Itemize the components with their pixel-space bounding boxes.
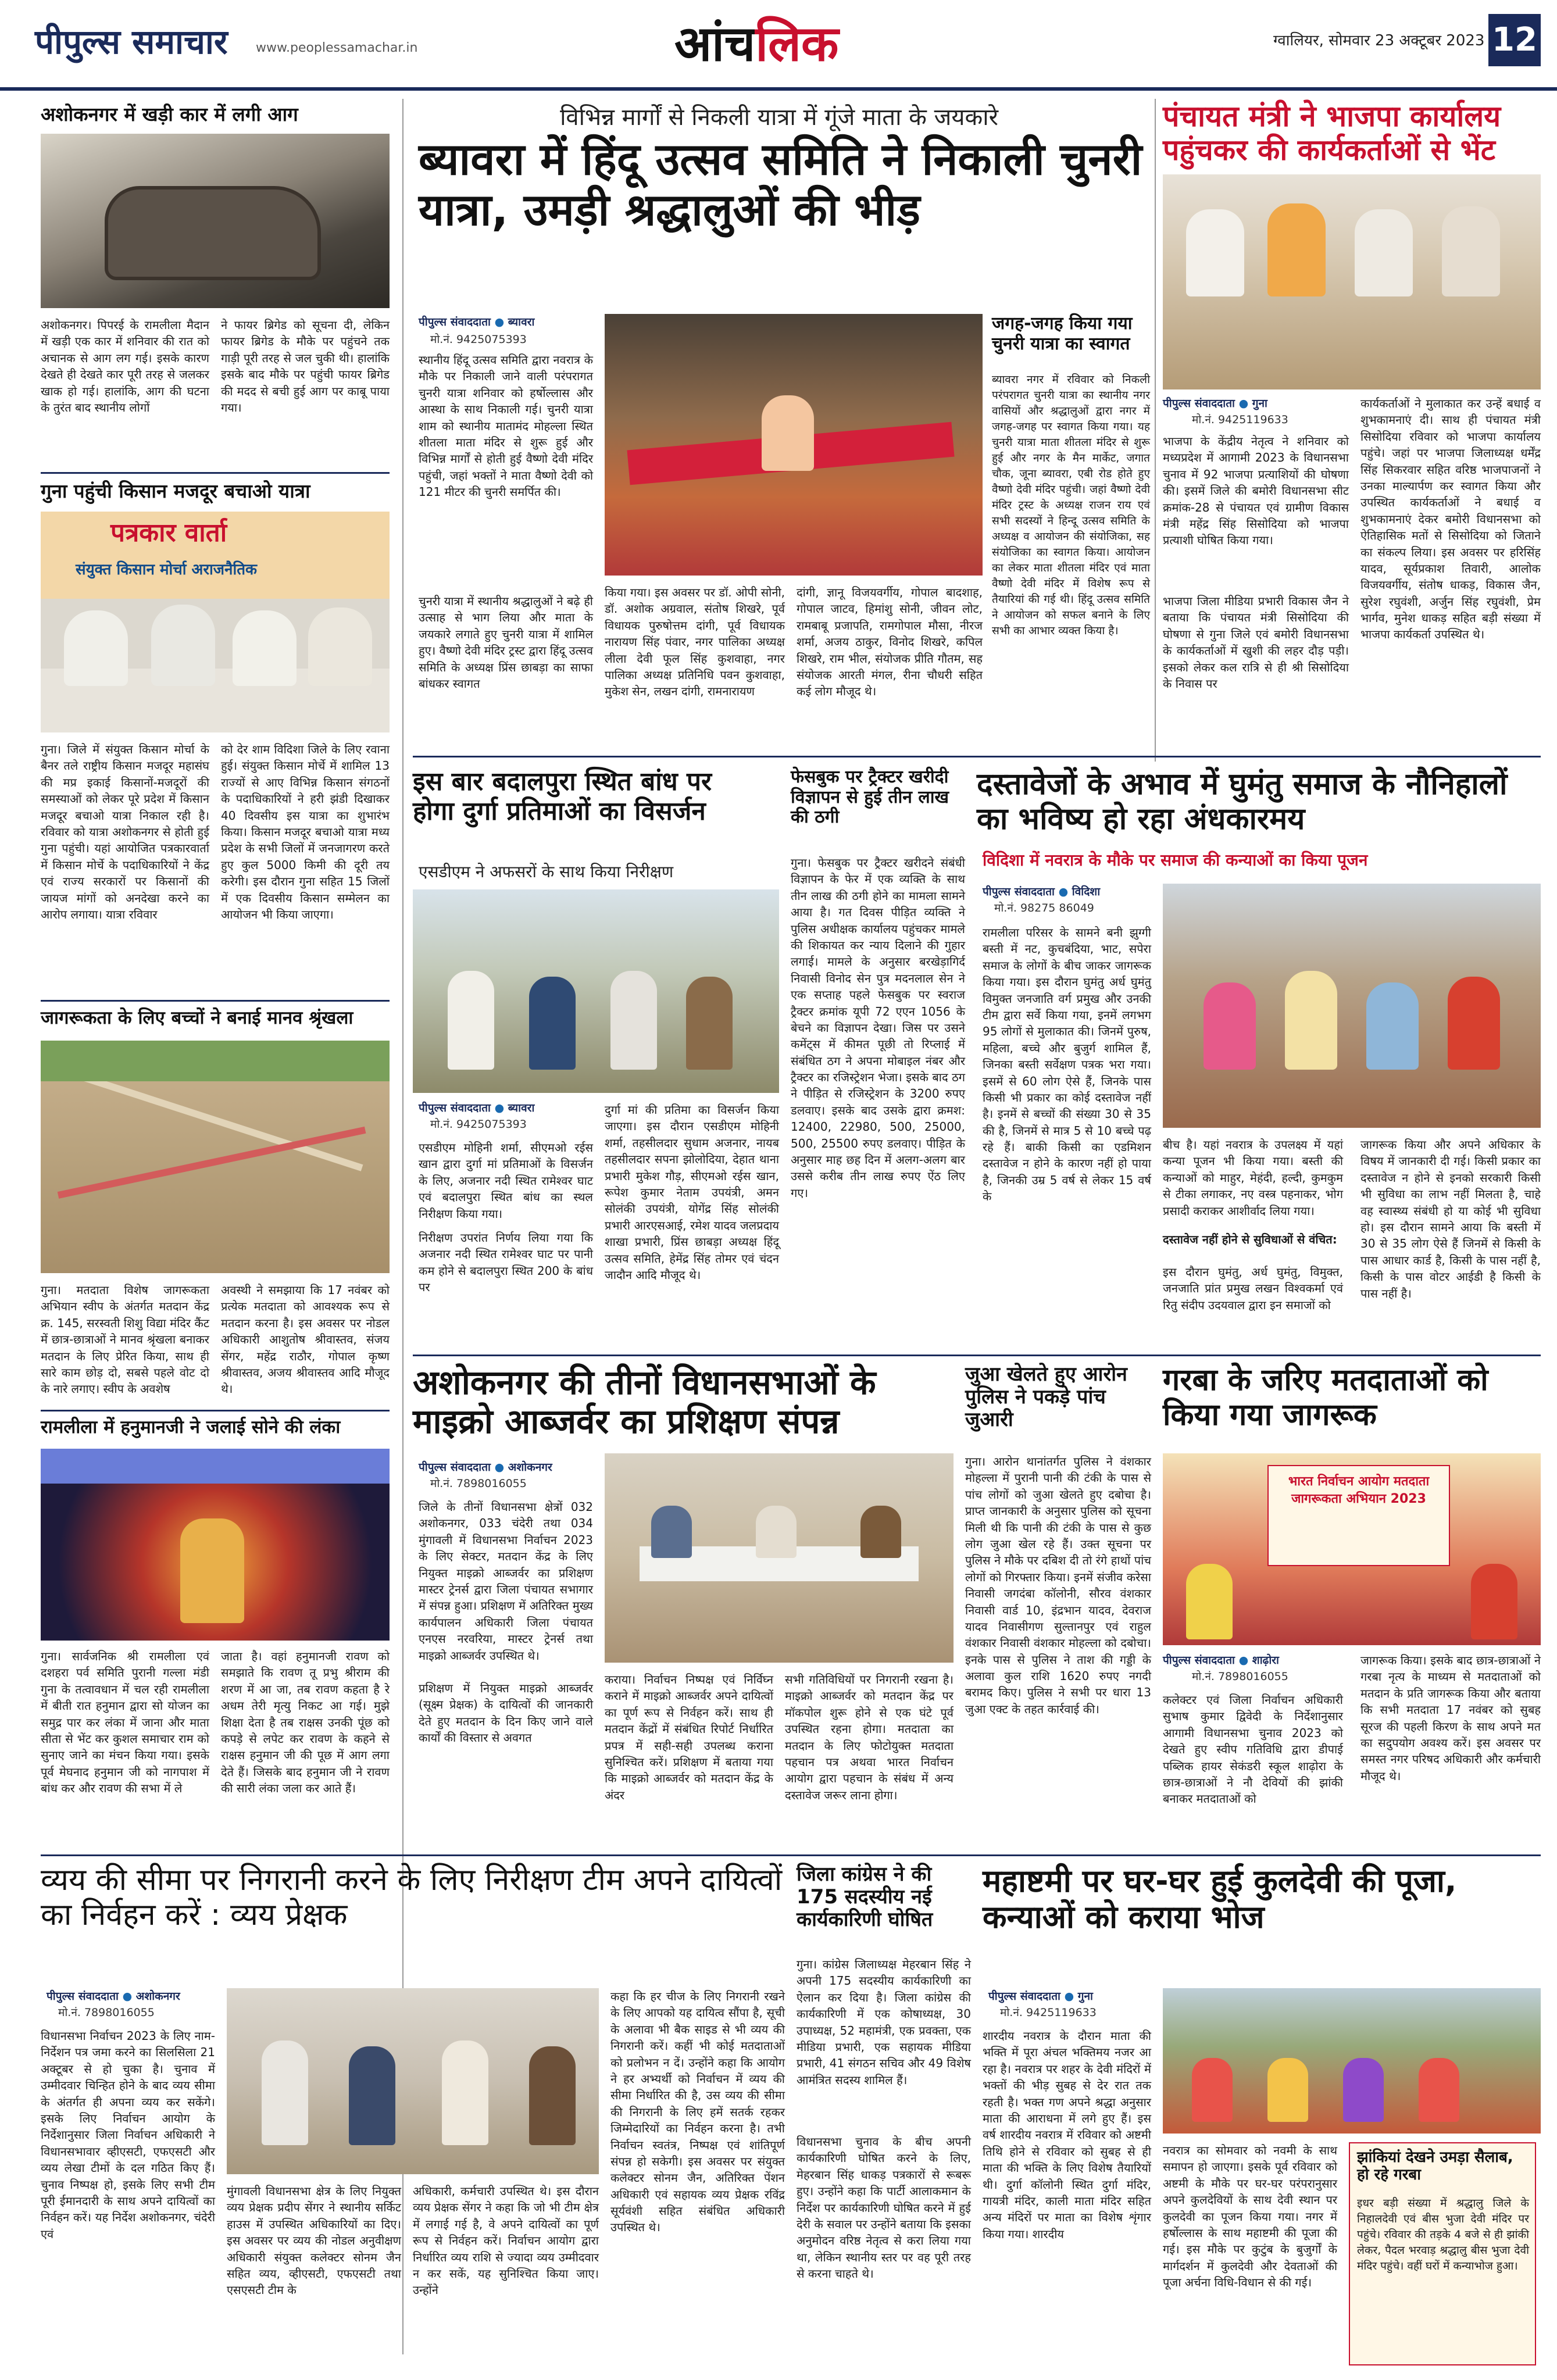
article-text: शारदीय नवरात्र के दौरान माता की भक्ति में पूरा अंचल भक्तिमय नजर आ रहा है। नवरात्र पर शहर के देवी मंदिरों में भक्तों की भीड़ सुबह से देर रात तक रहती है। भक्त गण अपने श्रद्धा अनुसार माता की आराधना में लगे हुए हैं। इस वर्ष शारदीय नवरात्र में रविवार को अष्टमी तिथि होने से रविवार को सुबह से ही माता की भक्ति के लिए विशेष तैयारियों थी। दुर्गा कॉलोनी स्थित दुर्गा मंदिर, गायत्री मंदिर, काली माता मंदिर सहित अन्य मंदिरों पर माता का विशेष शृंगार किया गया। शारदीय xyxy=(983,2029,1151,2241)
headline: फेसबुक पर ट्रैक्टर खरीदी विज्ञापन से हुई तीन लाख की ठगी xyxy=(791,767,949,827)
mobile-number: मो.नं. 7898016055 xyxy=(1192,1670,1288,1683)
article-text: को देर शाम विदिशा जिले के लिए रवाना हुई। संयुक्त किसान मोर्चे में शामिल 13 राज्यों से आए विभिन्न किसान संगठनों के पदाधिकारियों ने हरी झंडी दिखाकर 40 दिवसीय इस यात्रा का शुभारंभ किया। किसान मजदूर बचाओ यात्रा मध्य प्रदेश के सभी जिलों में जनजागरण करते हुए कुल 5000 किमी की दूरी तय करेगी। इस दौरान गुना सहित 15 जिलों में एक दिवसीय किसान सम्मेलन का आयोजन भी किया जाएगा। xyxy=(221,742,390,921)
article-text: भाजपा जिला मीडिया प्रभारी विकास जैन ने बताया कि पंचायत मंत्री सिसोदिया की घोषणा से गुना जिले एवं बमोरी विधानसभा के कार्यकर्ताओं में खुशी की लहर दौड़ पड़ी। इसको लेकर कल रात्रि से ही श्री सिसोदिया के निवास पर xyxy=(1163,594,1349,691)
bullet-icon: ● xyxy=(1238,397,1249,410)
dancer xyxy=(1186,1564,1233,1639)
headline: दस्तावेजों के अभाव में घुमंतु समाज के नौनिहालों का भविष्य हो रहा अंधकारमय xyxy=(977,767,1508,837)
byline-place: गुना xyxy=(1252,397,1267,410)
section-divider xyxy=(413,756,1541,757)
mobile-number: मो.नं. 9425075393 xyxy=(430,1118,527,1131)
bullet-icon: ● xyxy=(1058,885,1069,898)
headline: रामलीला में हनुमानजी ने जलाई सोने की लंका xyxy=(41,1417,341,1438)
article-text: निरीक्षण उपरांत निर्णय लिया गया कि अजनार नदी स्थित रामेश्वर घाट पर पानी कम होने से बदालपुरा स्थित 200 के बांध पर xyxy=(419,1231,593,1295)
article-text: ने फायर ब्रिगेड को सूचना दी, लेकिन फायर ब्रिगेड के मौके पर पहुंचने तक गाड़ी पूरी तरह से जल चुकी थी। हालांकि इसके बाद मौके पर पहुंची फायर ब्रिगेड की मदद से बची हुई आग पर काबू पाया गया। xyxy=(221,318,390,414)
byline xyxy=(988,1988,1093,2003)
section-divider xyxy=(413,1355,1541,1356)
article-text: गुना। सार्वजनिक श्री रामलीला एवं दशहरा पर्व समिति पुरानी गल्ला मंडी गुना के तत्वावधान में चल रही रामलीला में बीती रात हनुमान द्वारा सो योजन का समुद्र पार कर लंका में जाना और माता सीता से भेंट कर कुशल समाचार राम को सुनाए जाने का मंचन किया गया। इसके पूर्व मेघनाद हनुमान जी को नागपाश में बांध कर और रावण की सभा में ले xyxy=(41,1649,209,1796)
article-text: कहा कि हर चीज के लिए निगरानी रखने के लिए आपको यह दायित्व सौंपा है, सूची के अलावा भी बैक साइड से भी व्यय की निगरानी करें। कहीं भी कोई मतदाताओं को प्रलोभन न दें। उन्होंने कहा कि आयोग ने हर अभ्यर्थी को निर्वाचन में व्यय की सीमा निर्धारित की है, उस व्यय की सीमा की निगरानी के लिए हमें सतर्क रहकर जिम्मेदारियों का निर्वहन करना है। तभी निर्वाचन स्वतंत्र, निष्पक्ष एवं शांतिपूर्ण संपन्न हो सकेगी। इस अवसर पर संयुक्त कलेक्टर सोनम जैन, अतिरिक्त पेंशन अधिकारी एवं सहायक व्यय प्रेक्षक रविंद्र सूर्यवंशी सहित संबंधित अधिकारी उपस्थित थे। xyxy=(610,1989,785,2235)
article-text: विधानसभा निर्वाचन 2023 के लिए नाम-निर्देशन पत्र जमा करने का सिलसिला 21 अक्टूबर से हो चुका है। चुनाव में उम्मीदवार चिन्हित होने के बाद व्यय सीमा के अंतर्गत ही अपना व्यय कर सकेंगे। इसके लिए निर्वाचन आयोग के निर्देशानुसार जिला निर्वाचन अधिकारी ने विधानसभावार व्हीएसटी, एफएसटी और व्यय लेखा टीमों के दल गठित किए हैं। चुनाव निष्पक्ष हो, इसके लिए सभी टीम पूरी ईमानदारी के साथ अपने दायित्वों का निर्वहन करें। यह निर्देश अशोकनगर, चंदेरी एवं xyxy=(41,2029,215,2241)
byline xyxy=(47,1988,180,2003)
article-text: रामलीला परिसर के सामने बनी झुग्गी बस्ती में नट, कुचबंदिया, भाट, सपेरा समाज के लोगों के बीच जाकर जागरूक किया गया। इस दौरान घुमंतु अर्ध घुमंतु विमुक्त जनजाति वर्ग प्रमुख और उनकी टीम द्वारा सर्वे किया गया, इनमें लगभग 95 लोगों से मुलाकात की। जिनमें पुरुष, महिला, बच्चे और बुजुर्ग शामिल हैं, जिनका बस्ती सर्वेक्षण पत्रक भरा गया। इसमें से 60 लोग ऐसे हैं, जिनके पास किसी भी प्रकार का कोई दस्तावेज नहीं है। इनमें से बच्चों की संख्या 30 से 35 की है, जिनमें से मात्र 5 से 10 बच्चे पढ़ रहे हैं। बाकी किसी का एडमिशन दस्तावेज न होने के कारण नहीं हो पाया है, जिनकी उम्र 5 वर्ष से लेकर 15 वर्ष के xyxy=(983,925,1151,1204)
person xyxy=(151,605,215,686)
child xyxy=(1204,982,1256,1070)
girl xyxy=(1419,2058,1459,2122)
bullet-icon: ● xyxy=(494,1461,505,1474)
bullet-icon: ● xyxy=(494,316,505,328)
banner-subtext: संयुक्त किसान मोर्चा अराजनैतिक xyxy=(76,561,258,578)
article-text: भाजपा के केंद्रीय नेतृत्व ने शनिवार को मध्यप्रदेश में आगामी 2023 के विधानसभा चुनाव में 92 भाजपा प्रत्याशियों की घोषणा की। इसमें जिले की बमोरी विधानसभा सीट क्रमांक-28 से पंचायत एवं ग्रामीण विकास मंत्री महेंद्र सिंह सिसोदिया को भाजपा प्रत्याशी घोषित किया गया। xyxy=(1163,434,1349,548)
byline-author: पीपुल्स संवाददाता xyxy=(1163,397,1235,410)
person xyxy=(233,610,297,686)
byline-place: अशोकनगर xyxy=(135,1990,180,2003)
ramleela-stage-photo xyxy=(41,1449,390,1641)
article-text: जागरूक किया। इसके बाद छात्र-छात्राओं ने गरबा नृत्य के माध्यम से मतदाताओं को मतदान के प्रति जागरूक किया और बताया कि सभी मतदाता 17 नवंबर को सुबह सूरज की पहली किरण के साथ अपने मत का सदुपयोग अवश्य करें। इस अवसर पर समस्त नगर परिषद अधिकारी और कर्मचारी मौजूद थे। xyxy=(1360,1653,1541,1783)
section-name-part-b: लिक xyxy=(755,15,839,72)
person xyxy=(262,2040,308,2145)
column-divider xyxy=(1155,99,1156,762)
article-text: कार्यकर्ताओं ने मुलाकात कर उन्हें बधाई व शुभकामनाएं दी। साथ ही पंचायत मंत्री सिसोदिया रविवार को भाजपा कार्यालय पहुंचे। जहां पर भाजपा जिलाध्यक्ष धर्मेंद्र सिंह सिकरवार सहित वरिष्ठ भाजपाजनों ने उनका माल्यार्पण कर स्वागत किया और उपस्थित कार्यकर्ताओं ने बधाई व शुभकामनाएं देकर बमोरी विधानसभा को ऐतिहासिक मतों से सिसोदिया को जिताने का संकल्प लिया। इस अवसर पर हरिसिंह यादव, सूर्यप्रकाश तिवारी, आलोक विजयवर्गीय, संतोष धाकड़, विकास जैन, सुरेश रघुवंशी, अर्जुन सिंह रघुवंशी, प्रेम भार्गव, मुनेश धाकड़ सहित बड़ी संख्या में भाजपा कार्यकर्ता उपस्थित थे। xyxy=(1360,396,1541,642)
election-banner: भारत निर्वाचन आयोग मतदाता जागरूकता अभियान 2023 xyxy=(1267,1465,1450,1566)
mobile-number: मो.नं. 7898016055 xyxy=(430,1477,527,1490)
newspaper-logo: पीपुल्स समाचार xyxy=(35,22,228,62)
headline: गुना पहुंची किसान मजदूर बचाओ यात्रा xyxy=(41,480,310,502)
byline xyxy=(419,314,534,329)
headline: इस बार बदालपुरा स्थित बांध पर होगा दुर्गा प्रतिमाओं का विसर्जन xyxy=(413,767,712,826)
byline-author: पीपुल्स संवाददाता xyxy=(988,1990,1060,2003)
person xyxy=(1267,203,1326,296)
mobile-number: मो.नं. 9425119633 xyxy=(1192,413,1288,426)
section-name-part-a: आंच xyxy=(674,15,756,72)
article-text: गुना। मतदाता विशेष जागरूकता अभियान स्वीप के अंतर्गत मतदान केंद्र क्र. 145, सरस्वती शिशु विद्या मंदिर कैंट में छात्र-छात्राओं ने मानव श्रृंखला बनाकर मतदान के लिए प्रेरित किया, साथ ही सारे काम छोड़ दो, सबसे पहले वोट दो के नारे लगाए। स्वीप के अवशेष xyxy=(41,1283,209,1396)
byline-author: पीपुल्स संवाददाता xyxy=(419,1461,491,1474)
article-text: विधानसभा चुनाव के बीच अपनी कार्यकारिणी घोषित करने के लिए, मेहरबान सिंह धाकड़ पत्रकारों से रूबरू हुए। उन्होंने कहा कि पार्टी आलाकमान के निर्देश पर कार्यकारिणी घोषित करने में हुई देरी के सवाल पर उन्होंने बताया कि इसका अनुमोदन वरिष्ठ नेतृत्व से करा लिया गया था, लेकिन स्थानीय स्तर पर वह पूरी तरह से करना चाहते थे। xyxy=(797,2135,971,2281)
article-text: गुना। जिले में संयुक्त किसान मोर्चा के बैनर तले राष्ट्रीय किसान मजदूर महासंघ की मप्र इकाई किसानों-मजदूरों की समस्याओं को लेकर पूरे प्रदेश में किसान मजदूर बचाओ यात्रा निकाल रही है। रविवार को यात्रा अशोकनगर से होती हुई गुना पहुंची। यहां आयोजित पत्रकारवार्ता में किसान मोर्चे के पदाधिकारियों ने केंद्र एवं राज्य सरकारों पर किसानों की जायज मांगों को अनदेखा करने का आरोप लगाया। यात्रा रविवार xyxy=(41,742,209,921)
article-text: इस दौरान घुमंतु, अर्ध घुमंतु, विमुक्त, जनजाति प्रांत प्रमुख लखन विश्वकर्मा एवं रितु संदीप उदयवाल द्वारा इन समाजों को xyxy=(1163,1265,1343,1312)
headline: गरबा के जरिए मतदाताओं को किया गया जागरूक xyxy=(1163,1363,1488,1432)
headline: अशोकनगर में खड़ी कार में लगी आग xyxy=(41,103,298,126)
article-text: कराया। निर्वाचन निष्पक्ष एवं निर्विघ्न कराने में माइक्रो आब्जर्वर अपने दायित्वों का पूर्ण रूप से निर्वहन करें। साथ ही मतदान केंद्रों में संबंधित रिपोर्ट निर्धारित प्रपत्र में सही-सही उपलब्ध कराना सुनिश्चित करें। प्रशिक्षण में बताया गया कि माइक्रो आब्जर्वर को मतदान केंद्र के अंदर xyxy=(605,1673,773,1802)
person xyxy=(308,607,372,686)
section-name xyxy=(674,8,838,75)
article-text: स्थानीय हिंदू उत्सव समिति द्वारा नवरात्र के मौके पर निकाली जाने वाली परंपरागत चुनरी यात्रा शनिवार को हर्षोल्लास और आस्था के साथ निकाली गई। चुनरी यात्रा शाम को स्थानीय मातामंद मोहल्ला स्थित शीतला माता मंदिर से शुरू हुई और विभिन्न मार्गों से होती हुई वैष्णो देवी मंदिर पहुंची, जहां भक्तों ने माता वैष्णो देवी को 121 मीटर की चुनरी समर्पित की। xyxy=(419,353,593,499)
byline-place: ब्यावरा xyxy=(508,316,535,328)
kicker: विभिन्न मार्गों से निकली यात्रा में गूंजे माता के जयकारे xyxy=(560,104,998,131)
child xyxy=(1448,977,1500,1070)
page-number: 12 xyxy=(1488,14,1541,66)
chunari-yatra-photo xyxy=(605,314,983,576)
foliage xyxy=(41,1041,390,1081)
section-divider xyxy=(41,1000,390,1002)
byline-place: अशोकनगर xyxy=(508,1461,552,1474)
article-text: सभी गतिविधियों पर निगरानी रखना है। माइक्रो आब्जर्वर को मतदान केंद्र पर मॉकपोल शुरू होने से एक घंटे पूर्व उपस्थित रहना होगा। मतदाता का मतदान के लिए फोटोयुक्त मतदाता पहचान पत्र अथवा भारत निर्वाचन आयोग द्वारा पहचान के संबंध में अन्य दस्तावेज जरूर लाना होगा। xyxy=(785,1673,954,1802)
headline: अशोकनगर की तीनों विधानसभाओं के माइक्रो आब्जर्वर का प्रशिक्षण संपन्न xyxy=(413,1363,876,1441)
byline xyxy=(983,884,1100,899)
byline-author: पीपुल्स संवाददाता xyxy=(419,1102,491,1114)
stage-lights xyxy=(41,1449,390,1484)
section-divider xyxy=(41,1854,1541,1856)
inspection-photo xyxy=(413,889,779,1093)
mobile-number: मो.नं. 98275 86049 xyxy=(994,902,1094,914)
person xyxy=(529,977,576,1070)
masthead xyxy=(0,0,1557,91)
girl xyxy=(1192,2058,1233,2122)
person xyxy=(1186,209,1244,296)
headline: जुआ खेलते हुए आरोन पुलिस ने पकड़े पांच जुआरी xyxy=(965,1363,1127,1432)
sidebar-text: इधर बड़ी संख्या में श्रद्धालु जिले के निहालदेवी एवं बीस भुजा देवी मंदिर पर पहुंचे। रविवार की तड़के 4 बजे से ही झांकी लेकर, पैदल भरवाड़ श्रद्धालु बीस भुजा देवी मंदिर पहुंचे। वहीं घरों में कन्याभोज हुआ। xyxy=(1357,2197,1529,2272)
article-text: अवस्थी ने समझाया कि 17 नवंबर को प्रत्येक मतदाता को आवश्यक रूप से मतदान करना है। इस अवसर पर नोडल अधिकारी आशुतोष श्रीवास्तव, संजय सेंगर, महेंद्र राठौर, गोपाल कृष्ण श्रीवास्तव, अजय श्रीवास्तव आदि मौजूद थे। xyxy=(221,1283,390,1396)
bullet-icon: ● xyxy=(1238,1654,1249,1667)
devotee xyxy=(762,395,814,471)
article-text: अधिकारी, कर्मचारी उपस्थित थे। इस दौरान व्यय प्रेक्षक सेंगर ने कहा कि जो भी टीम क्षेत्र में लगाई गई है, वे अपने दायित्वों का पूर्ण रूप से निर्वहन करें। निर्वाचन आयोग द्वारा निर्धारित व्यय राशि से ज्यादा व्यय उम्मीदवार न कर सकें, यह सुनिश्चित किया जाए। उन्होंने xyxy=(413,2184,599,2297)
person xyxy=(686,977,733,1070)
sidebar-text: ब्यावरा नगर में रविवार को निकली परंपरागत चुनरी यात्रा का स्थानीय नगर वासियों और श्रद्धालुओं द्वारा नगर में जगह-जगह पर स्वागत किया गया। यह चुनरी यात्रा माता शीतला मंदिर से शुरू हुई और नगर के मैन मार्केट, जगात चौक, जूना ब्यावरा, एबी रोड होते हुए वैष्णो देवी मंदिर पहुंची। जहां वैष्णो देवी मंदिर ट्रस्ट के अध्यक्ष राजन राय एवं सभी सदस्यों ने हिन्दू उत्सव समिति के अध्यक्ष व आयोजन की संयोजिका, सह संयोजिका का स्वागत किया। आयोजन का लेकर माता शीतला मंदिर एवं माता वैष्णो देवी मंदिर में विशेष रूप से तैयारियां की गई थी। हिंदू उत्सव समिति ने आयोजन को सफल बनाने के लिए सभी का आभार व्यक्त किया है। xyxy=(992,373,1150,637)
girl xyxy=(1267,2058,1308,2122)
byline-author: पीपुल्स संवाददाता xyxy=(419,316,491,328)
byline-place: ब्यावरा xyxy=(508,1102,535,1114)
byline-author: पीपुल्स संवाददाता xyxy=(1163,1654,1235,1667)
article-text: दुर्गा मां की प्रतिमा का विसर्जन किया जाएगा। इस दौरान एसडीएम मोहिनी शर्मा, तहसीलदार सुधाम अजनार, नायब तहसीलदार सपना झोलोदिया, देहात थाना प्रभारी मुकेश गौड़, सीएमओ रईस खान, रूपेश कुमार नेताम उपयंत्री, अमन सोलंकी उपयंत्री, योगेंद्र सिंह सोलंकी प्रभारी आरएसआई, रमेश यादव जलप्रदाय शाखा प्रभारी, प्रिंस छाबड़ा अध्यक्ष हिंदू उत्सव समिति, हेमेंद्र सिंह तोमर एवं चंदन जादौन आदि मौजूद थे। xyxy=(605,1103,779,1282)
headline: पंचायत मंत्री ने भाजपा कार्यालय पहुंचकर की कार्यकर्ताओं से भेंट xyxy=(1163,99,1501,167)
bullet-icon: ● xyxy=(494,1102,505,1114)
headline: महाष्टमी पर घर-घर हुई कुलदेवी की पूजा, कन्याओं को कराया भोज xyxy=(983,1863,1457,1936)
article-text: नवरात्र का सोमवार को नवमी के साथ समापन हो जाएगा। इसके पूर्व रविवार को अष्टमी के मौके पर घर-घर परंपरानुसार अपने कुलदेवियों के साथ देवी स्थान पर कुलदेवी का पूजन किया गया। नगर में हर्षोल्लास के साथ महाष्टमी की पूजा की गई। इस मौके पर कुटुंब के बुजुर्गों के मार्गदर्शन में कुलदेवी और देवताओं की पूजा अर्चना विधि-विधान से की गई। xyxy=(1163,2143,1337,2290)
article-text: जिले के तीनों विधानसभा क्षेत्रों 032 अशोकनगर, 033 चंदेरी तथा 034 मुंगावली में विधानसभा निर्वाचन 2023 के लिए सेक्टर, मतदान केंद्र के लिए नियुक्त माइक्रो आब्जर्वर का प्रशिक्षण मास्टर ट्रेनर्स द्वारा जिला पंचायत सभागार में संपन्न हुआ। प्रशिक्षण में अतिरिक्त मुख्य कार्यपालन अधिकारी जिला पंचायत एनएस नरवरिया, मास्टर ट्रेनर्स तथा माइक्रो आब्जर्वर उपस्थित थे। xyxy=(419,1500,593,1663)
byline xyxy=(1163,395,1267,410)
article-text: प्रशिक्षण में नियुक्त माइक्रो आब्जर्वर (सूक्ष्म प्रेक्षक) के दायित्वों की जानकारी देते हुए मतदान के दिन किए जाने वाले कार्यों की विस्तार से अवगत xyxy=(419,1681,593,1745)
article-text: गुना। आरोन थानांतर्गत पुलिस ने वंशकार मोहल्ला में पुरानी पानी की टंकी के पास से पांच लोगों को जुआ खेलते हुए दबोचा है। प्राप्त जानकारी के अनुसार पुलिस को सूचना मिली थी कि पानी की टंकी के पास से कुछ लोग जुआ खेल रहे हैं। उक्त सूचना पर पुलिस ने मौके पर दबिश दी तो रंगे हाथों पांच लोगों को गिरफ्तार किया। इनमें संजीव करेसा निवासी जगदंबा कॉलोनी, सौरव वंशकार निवासी वार्ड 10, इंद्रभान यादव, देवराज यादव निवासीगण सुल्तानपुर एवं राहुल वंशकार निवासी वंशकार मोहल्ला को दबोचा। इनके पास से पुलिस ने ताश की गड्डी के अलावा कुल राशि 1620 रुपए नगदी बरामद किए। पुलिस ने सभी पर धारा 13 जुआ एक्ट के तहत कार्रवाई की। xyxy=(965,1455,1151,1716)
person xyxy=(860,1506,901,1558)
byline-place: विदिशा xyxy=(1072,885,1101,898)
article-text: दांगी, ज्ञानू विजयवर्गीय, गोपाल बादशाह, गोपाल जाटव, हिमांशु सोनी, जीवन लोट, रामबाबू प्रजापति, रामगोपाल मौसा, नीरज शर्मा, अजय ठाकुर, विनोद शिखरे, कपिल शिखरे, राम भील, संयोजक प्रीति गौतम, सह संयोजक आरती मंगल, रीना चौधरी सहित कई लोग मौजूद थे। xyxy=(797,585,983,699)
bullet-icon: ● xyxy=(122,1990,133,2003)
person xyxy=(442,2040,488,2145)
person xyxy=(1355,209,1413,296)
bullet-icon: ● xyxy=(1064,1990,1074,2003)
website-url[interactable]: www.peoplessamachar.in xyxy=(256,41,418,55)
byline-author: पीपुल्स संवाददाता xyxy=(47,1990,119,2003)
lead-headline: ब्यावरा में हिंदू उत्सव समिति ने निकाली चुनरी यात्रा, उमड़ी श्रद्धालुओं की भीड़ xyxy=(419,133,1142,236)
article-text: जागरूक किया और अपने अधिकार के विषय में जानकारी दी गई। किसी प्रकार का दस्तावेज न होने से इनको सरकारी किसी भी सुविधा का लाभ नहीं मिलता है, चाहे वह स्वास्थ्य संबंधी हो या कोई भी सुविधा हो। इस दौरान सामने आया कि बस्ती में 30 से 35 लोग ऐसे हैं जिनमें से किसी के पास आधार कार्ड है, किसी के पास नहीं है, किसी के पास वोटर आईडी है किसी के पास नहीं है। xyxy=(1360,1138,1541,1300)
person xyxy=(1442,206,1500,296)
article-text: बीच है। यहां नवरात्र के उपलक्ष्य में यहां कन्या पूजन भी किया गया। बस्ती की कन्याओं को माहुर, मेहंदी, हल्दी, कुमकुम से टीका लगाकर, नए वस्त्र पहनाकर, भोग प्रसादी कराकर आशीर्वाद लिया गया। xyxy=(1163,1138,1343,1218)
training-photo xyxy=(605,1453,954,1663)
article-text: एसडीएम मोहिनी शर्मा, सीएमओ रईस खान द्वारा दुर्गा मां प्रतिमाओं के विसर्जन के लिए, अजनार नदी स्थित रामेश्वर घाट एवं बदालपुरा स्थित बांध का स्थल निरीक्षण किया गया। xyxy=(419,1141,593,1221)
headline: जिला कांग्रेस ने की 175 सदस्यीय नई कार्यकारिणी घोषित xyxy=(797,1863,933,1932)
performer xyxy=(180,1518,244,1623)
article-text: अशोकनगर। पिपरई के रामलीला मैदान में खड़ी एक कार में शनिवार की रात को अचानक से आग लग गई। इसके कारण देखते ही देखते कार पूरी तरह से जलकर खाक हो गई। हालांकि, आग की घटना के तुरंत बाद स्थानीय लोगों xyxy=(41,318,209,414)
person xyxy=(610,971,657,1070)
byline xyxy=(1163,1652,1279,1667)
section-divider xyxy=(41,472,390,474)
byline xyxy=(419,1459,552,1474)
car-fire-photo xyxy=(41,134,390,308)
person xyxy=(756,1506,797,1558)
chain-line xyxy=(58,1127,366,1199)
person xyxy=(64,610,128,686)
person xyxy=(1285,971,1337,1070)
byline-author: पीपुल्स संवाददाता xyxy=(983,885,1055,898)
article-text: मुंगावली विधानसभा क्षेत्र के लिए नियुक्त व्यय प्रेक्षक प्रदीप सेंगर ने स्थानीय सर्किट हाउस में उपस्थित अधिकारियों का दिए। इस अवसर पर व्यय की नोडल अनुवीक्षण अधिकारी संयुक्त कलेक्टर सोनम जैन सहित व्यय, व्हीएसटी, एफएसटी तथा एसएसटी टीम के xyxy=(227,2184,401,2297)
mobile-number: मो.नं. 9425075393 xyxy=(430,333,527,346)
section-divider xyxy=(41,1410,390,1411)
person xyxy=(448,971,494,1070)
child xyxy=(1366,982,1419,1070)
article-text: गुना। कांग्रेस जिलाध्यक्ष मेहरबान सिंह ने अपनी 175 सदस्यीय कार्यकारिणी का ऐलान कर दिया है। जिला कांग्रेस की कार्यकारिणी में एक कोषाध्यक्ष, 30 उपाध्यक्ष, 52 महामंत्री, एक प्रवक्ता, एक मीडिया प्रभारी, एक सहायक मीडिया प्रभारी, 41 संगठन सचिव और 49 विशेष आमंत्रित सदस्य शामिल हैं। xyxy=(797,1957,971,2087)
sidebar-headline: जगह-जगह किया गया चुनरी यात्रा का स्वागत xyxy=(992,313,1133,354)
article-text: जाता है। वहां हनुमानजी रावण को समझाते कि रावण तू प्रभु श्रीराम की शरण में आ जा, तब रावण कहता है रे अधम तेरी मृत्यु निकट आ गई। मुझे शिक्षा देता है तब राक्षस उनकी पूंछ को कपड़े से लपेट कर रावण के कहने से राक्षस हनुमान जी की पूछ में आग लगा देते हैं। जिसके बाद हनुमान जी ने रावण की सारी लंका जला कर आते हैं। xyxy=(221,1649,390,1796)
byline xyxy=(419,1100,534,1115)
dateline: ग्वालियर, सोमवार 23 अक्टूबर 2023 xyxy=(1273,32,1485,49)
dancer xyxy=(1471,1564,1517,1639)
press-conference-photo xyxy=(41,512,390,732)
subheading: दस्तावेज नहीं होने से सुविधाओं से वंचित: xyxy=(1163,1232,1337,1246)
bjp-office-photo xyxy=(1163,174,1541,389)
article-text: कलेक्टर एवं जिला निर्वाचन अधिकारी सुभाष कुमार द्विवेदी के निर्देशानुसार आगामी विधानसभा चुनाव 2023 को देखते हुए स्वीप गतिविधि द्वारा डीपाई पब्लिक हायर सेकंडरी स्कूल शाढ़ोरा के छात्र-छात्राओं ने नौ देवियों की झांकी बनाकर मतदाताओं को xyxy=(1163,1693,1343,1806)
kicker: एसडीएम ने अफसरों के साथ किया निरीक्षण xyxy=(419,862,674,881)
article-text: चुनरी यात्रा में स्थानीय श्रद्धालुओं ने बढ़े ही उत्साह से भाग लिया और माता के जयकारे लगाते हुए चुनरी यात्रा में शामिल हुए। वैष्णो देवी मंदिर ट्रस्ट द्वारा हिंदू उत्सव समिति के अध्यक्ष प्रिंस छाबड़ा का साफा बांधकर स्वागत xyxy=(419,594,593,691)
headline: व्यय की सीमा पर निगरानी करने के लिए निरीक्षण टीम अपने दायित्वों का निर्वहन करें : व्यय प्रेक्षक xyxy=(41,1863,783,1932)
kanya-pujan-photo xyxy=(1163,884,1541,1128)
kanya-bhoj-photo xyxy=(1163,1988,1541,2134)
mobile-number: मो.नं. 7898016055 xyxy=(58,2006,155,2019)
byline-place: गुना xyxy=(1077,1990,1093,2003)
sidebar-box xyxy=(1349,2142,1536,2365)
headline: जागरूकता के लिए बच्चों ने बनाई मानव श्रृंखला xyxy=(41,1007,353,1028)
kicker: विदिशा में नवरात्र के मौके पर समाज की कन्याओं का किया पूजन xyxy=(983,850,1368,870)
person xyxy=(651,1506,692,1558)
person xyxy=(529,2046,576,2145)
garba-photo xyxy=(1163,1453,1541,1645)
article-text: किया गया। इस अवसर पर डॉ. ओपी सोनी, डॉ. अशोक अग्रवाल, संतोष शिखरे, पूर्व विधायक पुरुषोत्तम दांगी, पूर्व विधायक नारायण सिंह पंवार, नगर पालिका अध्यक्ष लीला देवी फूल सिंह कुशवाहा, नगर पालिका अध्यक्ष प्रतिनिधि पवन कुशवाहा, मुकेश सेन, लखन दांगी, रामनारायण xyxy=(605,585,785,699)
sidebar-headline: झांकियां देखने उमड़ा सैलाब, हो रहे गरबा xyxy=(1357,2149,1513,2184)
human-chain-photo xyxy=(41,1041,390,1273)
byline-place: शाढ़ोरा xyxy=(1252,1654,1279,1667)
burnt-car-shape xyxy=(105,186,321,280)
banner-text: पत्रकार वार्ता xyxy=(110,518,227,548)
article-text: गुना। फेसबुक पर ट्रैक्टर खरीदने संबंधी विज्ञापन के फेर में एक व्यक्ति के साथ तीन लाख की ठगी होने का मामला सामने आया है। गत दिवस पीड़ित व्यक्ति ने पुलिस अधीक्षक कार्यालय पहुंचकर मामले की शिकायत कर न्याय दिलाने की गुहार लगाई। मामले के अनुसार बरखेड़ागिर्द निवासी विनोद सेन पुत्र मदनलाल सेन ने एक सप्ताह पहले फेसबुक पर स्वराज ट्रैक्टर क्रमांक यूपी 72 एएन 1056 के बेचने का विज्ञापन देखा। जिस पर उसने कमेंट्स में कीमत पूछी तो रिप्लाई में संबंधित ठग ने अपना मोबाइल नंबर और ट्रैक्टर का रजिस्ट्रेशन भेजा। इसके बाद ठग ने पीड़ित से रजिस्ट्रेशन के 3200 रुपए डलवाए। इसके बाद उसके द्वारा क्रमश: 12400, 22980, 500, 25000, 500, 25500 रुपए डलवाए। पीड़ित के अनुसार माह छह दिन में अलग-अलग बार उससे करीब तीन लाख रुपए ऐंठ लिए गए। xyxy=(791,856,965,1200)
person xyxy=(349,2046,395,2145)
mobile-number: मो.नं. 9425119633 xyxy=(1000,2006,1097,2019)
girl xyxy=(1343,2058,1384,2122)
expense-meeting-photo xyxy=(227,1988,599,2174)
